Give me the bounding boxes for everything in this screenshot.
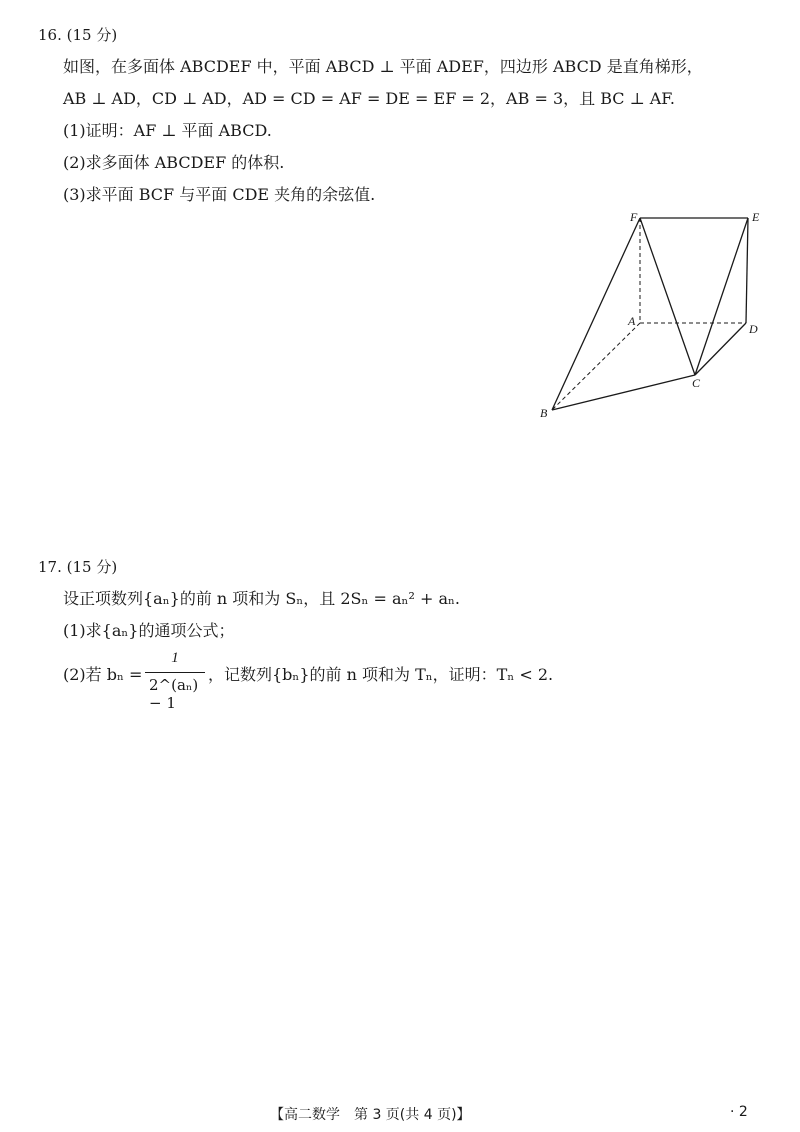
page-number: · 2	[730, 1104, 748, 1120]
q16-stem-line2: AB ⊥ AD，CD ⊥ AD，AD = CD = AF = DE = EF = 2，AB = 3，且 BC ⊥ AF.	[63, 89, 675, 108]
polyhedron-diagram	[530, 205, 770, 430]
q17-part2-suffix: ，记数列{bₙ}的前 n 项和为 Tₙ，证明：Tₙ < 2.	[208, 665, 554, 684]
vertex-label-A: A	[628, 314, 636, 328]
q16-part1: (1)证明：AF ⊥ 平面 ABCD.	[63, 121, 272, 140]
page-footer: 【高二数学 第 3 页(共 4 页)】	[270, 1107, 471, 1123]
q17-stem: 设正项数列{aₙ}的前 n 项和为 Sₙ，且 2Sₙ = aₙ² + aₙ.	[63, 589, 460, 608]
polyhedron-figure	[530, 205, 770, 430]
q17-part1: (1)求{aₙ}的通项公式；	[63, 621, 235, 640]
edge-CD	[695, 323, 746, 375]
q16-number: 16. (15 分)	[38, 26, 118, 44]
q16-part2: (2)求多面体 ABCDEF 的体积.	[63, 153, 285, 172]
edge-AB-hidden	[552, 323, 640, 410]
q17-fraction	[145, 650, 207, 712]
q16-part3: (3)求平面 BCF 与平面 CDE 夹角的余弦值.	[63, 185, 376, 204]
edge-EC	[695, 218, 748, 375]
edge-FB	[552, 218, 640, 410]
q17-number: 17. (15 分)	[38, 558, 118, 576]
vertex-label-E: E	[752, 210, 760, 224]
vertex-label-D: D	[749, 322, 758, 336]
vertex-label-C: C	[692, 376, 701, 390]
vertex-label-F: F	[630, 210, 638, 224]
fraction-denominator: 2^(aₙ) − 1	[149, 676, 199, 712]
fraction-bar	[145, 672, 205, 673]
edge-ED	[746, 218, 748, 323]
vertex-label-B: B	[540, 406, 548, 420]
q17-part2-prefix: (2)若 bₙ =	[63, 665, 143, 684]
q16-stem-line1: 如图，在多面体 ABCDEF 中，平面 ABCD ⊥ 平面 ADEF，四边形 ABCD 是直角梯形，	[63, 57, 703, 76]
fraction-numerator: 1	[171, 650, 179, 666]
edge-FC	[640, 218, 695, 375]
edge-BC	[552, 375, 695, 410]
